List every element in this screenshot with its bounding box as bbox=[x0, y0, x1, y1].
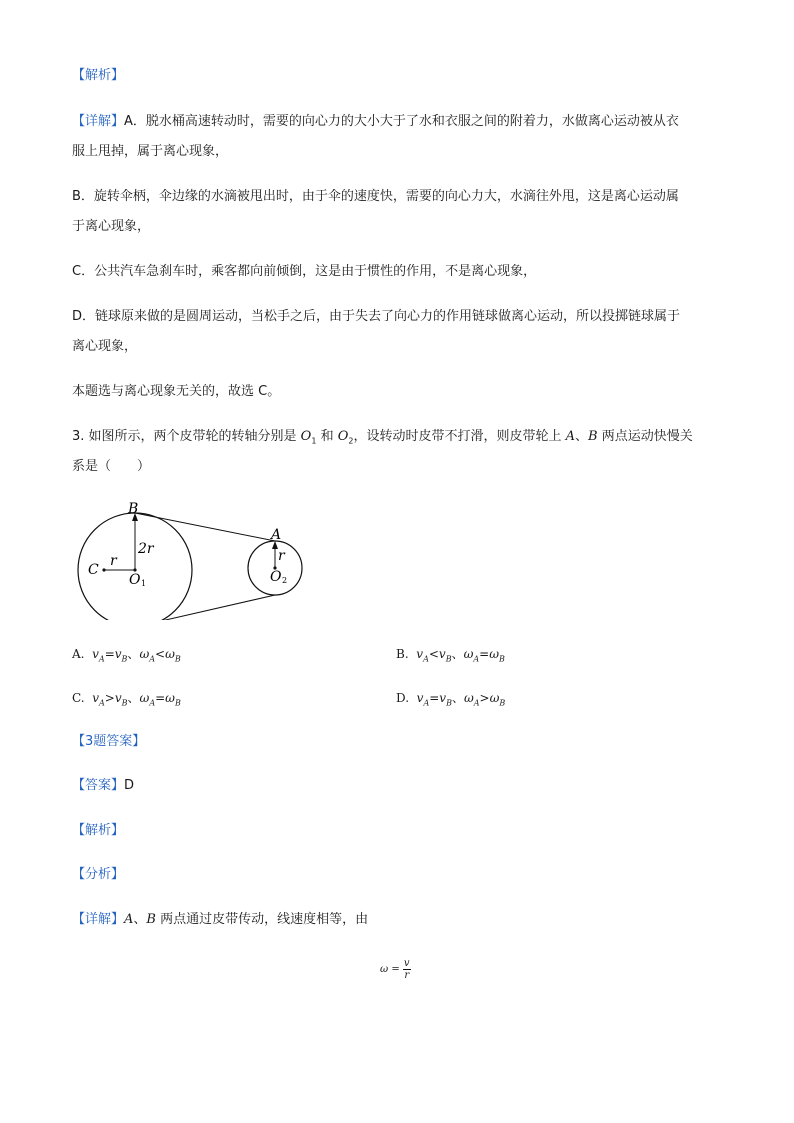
detail2-point-b: B bbox=[146, 912, 156, 927]
option-sub: B bbox=[499, 654, 505, 664]
option-sep: 、 bbox=[127, 647, 140, 661]
option-sub: B bbox=[174, 654, 181, 664]
question3-stem-line2: 系是（ ） bbox=[72, 459, 151, 474]
option-omega: ω bbox=[165, 647, 175, 661]
label-r-small: r bbox=[278, 548, 285, 564]
option-relation: > bbox=[104, 691, 115, 705]
detail-b-line1: B．旋转伞柄，伞边缘的水滴被甩出时，由于伞的速度快，需要的向心力大，水滴往外甩，这是离心运动属 bbox=[72, 189, 679, 204]
q3-and: 和 bbox=[316, 429, 338, 444]
section-jiexi-2: 【解析】 bbox=[72, 823, 125, 838]
q3-o2-sub: 2 bbox=[348, 436, 354, 446]
option-sub: A bbox=[423, 654, 429, 664]
option-v: v bbox=[439, 691, 447, 705]
option-v: v bbox=[416, 647, 424, 661]
option-omega: ω bbox=[463, 647, 474, 661]
option-omega: ω bbox=[165, 691, 175, 705]
option-sub: A bbox=[99, 698, 105, 708]
option-omega: ω bbox=[139, 691, 150, 705]
option-sub: B bbox=[445, 654, 452, 664]
formula-numerator: v bbox=[403, 958, 410, 969]
detail-a-text: A．脱水桶高速转动时，需要的向心力的大小大于了水和衣服之间的附着力，水做离心运动被从衣 bbox=[124, 114, 679, 129]
option-sub: B bbox=[121, 654, 128, 664]
q3-o2: O bbox=[337, 429, 349, 444]
option-sep: 、 bbox=[127, 691, 140, 705]
option-omega: ω bbox=[489, 691, 500, 705]
detail-tag: 【详解】 bbox=[72, 114, 125, 129]
option-sub: B bbox=[121, 698, 128, 708]
option-sub: B bbox=[446, 698, 452, 708]
detail2-tag: 【详解】 bbox=[72, 912, 125, 927]
option-sub: A bbox=[149, 654, 156, 664]
q3-answer-header: 【3题答案】 bbox=[72, 734, 146, 749]
answer-value: D bbox=[124, 778, 135, 793]
detail-a-line1 bbox=[72, 113, 679, 131]
q3-text-part2: ，设转动时皮带不打滑，则皮带轮上 bbox=[353, 429, 566, 444]
detail-d-line2: 离心现象， bbox=[72, 339, 138, 354]
detail2-text: 两点通过皮带传动，线速度相等，由 bbox=[155, 912, 369, 927]
option-relation: = bbox=[104, 647, 115, 661]
label-o1: O bbox=[129, 572, 141, 588]
option-relation: < bbox=[428, 647, 439, 661]
label-o2-sub: 2 bbox=[282, 576, 288, 585]
option-omega: ω bbox=[489, 647, 500, 661]
q3-o1-sub: 1 bbox=[311, 436, 317, 446]
formula-omega bbox=[380, 958, 411, 981]
option-v: v bbox=[416, 691, 424, 705]
section-fenxi: 【分析】 bbox=[72, 867, 125, 882]
option-relation: = bbox=[155, 691, 166, 705]
option-letter: B. bbox=[396, 647, 409, 661]
option-b[interactable] bbox=[396, 645, 505, 663]
option-sub: A bbox=[423, 698, 430, 708]
option-sep: 、 bbox=[451, 691, 464, 705]
q3-text-part1: 3. 如图所示，两个皮带轮的转轴分别是 bbox=[72, 429, 301, 444]
option-v: v bbox=[114, 691, 122, 705]
option-relation: < bbox=[155, 647, 166, 661]
answer-line bbox=[72, 777, 134, 795]
label-c: C bbox=[88, 562, 99, 578]
option-a[interactable] bbox=[72, 645, 181, 663]
belt-top bbox=[135, 513, 275, 541]
label-a: A bbox=[271, 527, 282, 543]
formula-fraction bbox=[403, 958, 411, 981]
option-omega: ω bbox=[463, 691, 474, 705]
option-letter: A. bbox=[72, 647, 85, 661]
answer-tag: 【答案】 bbox=[72, 778, 125, 793]
detail-c-line1: C．公共汽车急刹车时，乘客都向前倾倒，这是由于惯性的作用，不是离心现象， bbox=[72, 264, 537, 279]
option-sub: A bbox=[149, 698, 156, 708]
formula-eq: = bbox=[388, 964, 403, 975]
belt-bottom bbox=[135, 595, 275, 620]
option-c[interactable] bbox=[72, 689, 181, 707]
q3-point-a: A bbox=[565, 429, 575, 444]
q3-point-b: B bbox=[588, 429, 598, 444]
option-letter: D. bbox=[396, 691, 410, 705]
detail2-sep: 、 bbox=[133, 912, 147, 927]
option-sub: B bbox=[499, 698, 506, 708]
option-sep: 、 bbox=[451, 647, 464, 661]
formula-lhs: ω bbox=[380, 964, 389, 975]
detail-d-line1: D．链球原来做的是圆周运动，当松手之后，由于失去了向心力的作用链球做离心运动，所以投掷链球属于 bbox=[72, 309, 681, 324]
label-o2: O bbox=[270, 569, 282, 585]
option-d[interactable] bbox=[396, 689, 505, 707]
detail-conclusion: 本题选与离心现象无关的，故选 C。 bbox=[72, 384, 281, 399]
option-sub: A bbox=[473, 698, 480, 708]
question3-stem-line1 bbox=[72, 428, 693, 451]
label-o1-sub: 1 bbox=[141, 579, 147, 588]
formula-denominator: r bbox=[404, 970, 410, 981]
option-omega: ω bbox=[139, 647, 150, 661]
detail-a-line2: 服上甩掉，属于离心现象， bbox=[72, 144, 229, 159]
option-v: v bbox=[92, 691, 99, 705]
detail2-line bbox=[72, 911, 368, 929]
option-v: v bbox=[92, 647, 99, 661]
option-sub: A bbox=[473, 654, 480, 664]
label-r-big: r bbox=[110, 553, 117, 569]
option-relation: = bbox=[429, 691, 440, 705]
q3-text-part3: 两点运动快慢关 bbox=[597, 429, 693, 444]
label-2r: 2r bbox=[138, 541, 154, 557]
detail2-point-a: A bbox=[124, 912, 134, 927]
option-relation: = bbox=[479, 647, 490, 661]
option-v: v bbox=[438, 647, 446, 661]
q3-sep: 、 bbox=[575, 429, 589, 444]
detail-b-line2: 于离心现象， bbox=[72, 219, 151, 234]
pulley-diagram bbox=[70, 500, 330, 620]
section-jiexi-1: 【解析】 bbox=[72, 68, 125, 83]
option-sub: B bbox=[174, 698, 181, 708]
label-b: B bbox=[128, 501, 139, 517]
option-v: v bbox=[114, 647, 122, 661]
option-relation: > bbox=[479, 691, 490, 705]
option-letter: C. bbox=[72, 691, 85, 705]
q3-o1: O bbox=[300, 429, 312, 444]
option-sub: A bbox=[98, 654, 105, 664]
